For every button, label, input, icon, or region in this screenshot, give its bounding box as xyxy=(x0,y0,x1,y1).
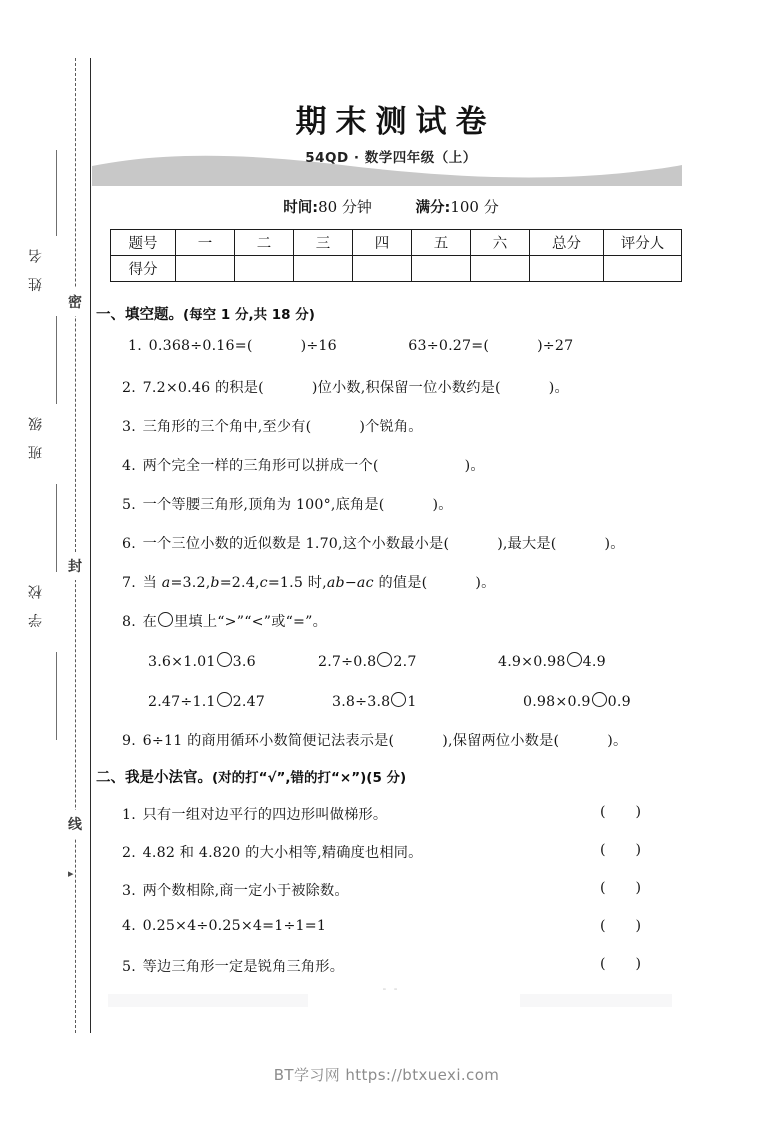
tf2-paren-close: ) xyxy=(635,842,642,858)
question-1-4 xyxy=(122,455,485,475)
col-header-3: 三 xyxy=(294,230,353,256)
cmp-1-3-left: 4.9×0.98 xyxy=(498,654,566,670)
cmp-1-1-left: 3.6×1.01 xyxy=(148,654,216,670)
question-1-6 xyxy=(122,533,625,553)
section-2-note: (对的打“√”,错的打“×”)(5 分) xyxy=(212,770,407,786)
seal-char-mi: 密 xyxy=(64,288,86,316)
col-header-grader: 评分人 xyxy=(604,230,682,256)
section-heading-fill-in-blanks xyxy=(96,303,315,324)
cmp-1-2-circle-icon[interactable] xyxy=(377,652,392,667)
score-cell-total[interactable] xyxy=(530,256,604,282)
q5-text-a: 一个等腰三角形,顶角为 100°,底角是( xyxy=(142,497,385,513)
section-heading-true-false xyxy=(96,766,406,787)
comparison-row-2-item-3 xyxy=(523,692,631,710)
q7-number: 7. xyxy=(122,575,136,591)
cmp-1-3-right: 4.9 xyxy=(582,654,606,670)
cmp-2-1-left: 2.47÷1.1 xyxy=(148,694,216,710)
question-1-7 xyxy=(122,572,495,592)
seal-arrow-icon: ▸ xyxy=(68,867,74,880)
info-label-school: 学 校 xyxy=(28,580,44,628)
comparison-row-2-item-1 xyxy=(148,692,265,710)
q5-text-b: )。 xyxy=(432,497,453,513)
tf2-number: 2. xyxy=(122,845,136,861)
q1-expr-a: 0.368÷0.16=( xyxy=(148,338,253,354)
q9-number: 9. xyxy=(122,733,136,749)
cmp-1-1-right: 3.6 xyxy=(232,654,256,670)
score-cell-5[interactable] xyxy=(412,256,471,282)
tf-answer-box-1[interactable] xyxy=(600,804,641,820)
q6-text-c: )。 xyxy=(604,536,625,552)
table-row-score xyxy=(111,256,682,282)
cmp-2-3-left: 0.98×0.9 xyxy=(523,694,591,710)
tf-answer-box-3[interactable] xyxy=(600,880,641,896)
row-label-question-no: 题号 xyxy=(111,230,176,256)
cmp-2-2-left: 3.8÷3.8 xyxy=(332,694,391,710)
tf-question-1 xyxy=(122,804,387,824)
score-cell-6[interactable] xyxy=(471,256,530,282)
page-frame-rule xyxy=(90,58,91,1033)
q3-text-b: )个锐角。 xyxy=(359,419,423,435)
q2-text-a: 7.2×0.46 的积是( xyxy=(142,380,264,396)
q6-text-a: 一个三位小数的近似数是 1.70,这个小数最小是( xyxy=(142,536,450,552)
tf3-paren-open: ( xyxy=(600,880,606,896)
tf2-paren-open: ( xyxy=(600,842,606,858)
q8-text-b: 里填上“>”“<”或“=”。 xyxy=(174,614,327,630)
tf5-paren-open: ( xyxy=(600,956,606,972)
section-2-title: 二、我是小法官。 xyxy=(96,770,212,786)
tf1-paren-open: ( xyxy=(600,804,606,820)
table-row-header xyxy=(111,230,682,256)
tf1-number: 1. xyxy=(122,807,136,823)
score-cell-2[interactable] xyxy=(235,256,294,282)
score-cell-3[interactable] xyxy=(294,256,353,282)
q4-text-a: 两个完全一样的三角形可以拼成一个( xyxy=(142,458,379,474)
page-title: 期末测试卷 xyxy=(295,104,496,140)
q7-eq-a: =3.2, xyxy=(170,575,211,591)
seal-dotted-line xyxy=(75,58,76,1033)
q1-expr-d: )÷27 xyxy=(537,338,574,354)
tf3-paren-close: ) xyxy=(635,880,642,896)
q5-number: 5. xyxy=(122,497,136,513)
q8-text-a: 在 xyxy=(142,614,158,630)
tf4-number: 4. xyxy=(122,918,136,934)
tf-question-2 xyxy=(122,842,423,862)
cmp-1-3-circle-icon[interactable] xyxy=(567,652,582,667)
tf1-text: 只有一组对边平行的四边形叫做梯形。 xyxy=(142,807,388,823)
col-header-4: 四 xyxy=(353,230,412,256)
score-table xyxy=(110,229,682,282)
q9-text-b: ),保留两位小数是( xyxy=(442,733,560,749)
q1-number: 1. xyxy=(128,338,142,354)
tf-question-5 xyxy=(122,956,344,976)
q6-number: 6. xyxy=(122,536,136,552)
q1-expr-c: 63÷0.27=( xyxy=(408,338,490,354)
tf4-paren-open: ( xyxy=(600,918,606,934)
comparison-row-2-item-2 xyxy=(332,692,417,710)
score-cell-grader[interactable] xyxy=(604,256,682,282)
col-header-6: 六 xyxy=(471,230,530,256)
page-number: - - xyxy=(382,982,400,995)
tf3-text: 两个数相除,商一定小于被除数。 xyxy=(142,883,349,899)
q7-eq-b: =2.4, xyxy=(219,575,260,591)
student-info-column xyxy=(20,150,66,890)
info-label-class: 班 级 xyxy=(28,412,44,460)
total-score-label: 满分: xyxy=(415,200,451,216)
q7-var-b: b xyxy=(210,575,220,591)
q7-text-pre: 当 xyxy=(142,575,162,591)
q7-expression: ab−ac xyxy=(326,575,374,591)
info-rule-2 xyxy=(56,316,57,404)
time-label: 时间: xyxy=(283,200,319,216)
info-rule-1 xyxy=(56,150,57,236)
seal-char-feng: 封 xyxy=(64,552,86,580)
seal-char-xian: 线 xyxy=(64,810,86,838)
tf-question-3 xyxy=(122,880,349,900)
question-1-1 xyxy=(128,338,573,354)
page-subtitle: 54QD · 数学四年级（上） xyxy=(305,150,477,166)
time-value: 80 分钟 xyxy=(318,198,372,216)
q3-number: 3. xyxy=(122,419,136,435)
scan-artifact-left xyxy=(108,994,308,1007)
q7-var-c: c xyxy=(259,575,268,591)
tf-answer-box-5[interactable] xyxy=(600,956,641,972)
cmp-2-3-circle-icon[interactable] xyxy=(592,692,607,707)
cmp-1-2-right: 2.7 xyxy=(393,654,417,670)
q7-text-end: )。 xyxy=(475,575,496,591)
comparison-row-1-item-3 xyxy=(498,652,606,670)
cmp-2-2-right: 1 xyxy=(407,694,417,710)
tf1-paren-close: ) xyxy=(635,804,642,820)
tf-answer-box-2[interactable] xyxy=(600,842,641,858)
col-header-5: 五 xyxy=(412,230,471,256)
scan-artifact-right xyxy=(520,994,672,1007)
score-cell-4[interactable] xyxy=(353,256,412,282)
exam-meta xyxy=(110,196,672,217)
tf3-number: 3. xyxy=(122,883,136,899)
q7-text-post: 的值是( xyxy=(373,575,428,591)
tf4-text: 0.25×4÷0.25×4=1÷1=1 xyxy=(142,918,327,934)
question-1-3 xyxy=(122,416,423,436)
q2-number: 2. xyxy=(122,380,136,396)
question-1-8 xyxy=(122,611,327,631)
q7-var-a: a xyxy=(161,575,171,591)
info-label-name: 姓 名 xyxy=(28,244,44,292)
q2-text-b: )位小数,积保留一位小数约是( xyxy=(311,380,501,396)
q8-circle-icon[interactable] xyxy=(158,612,173,627)
col-header-total: 总分 xyxy=(530,230,604,256)
q9-text-a: 6÷11 的商用循环小数简便记法表示是( xyxy=(142,733,395,749)
cmp-1-2-left: 2.7÷0.8 xyxy=(318,654,377,670)
q6-text-b: ),最大是( xyxy=(497,536,557,552)
q8-number: 8. xyxy=(122,614,136,630)
section-1-note: (每空 1 分,共 18 分) xyxy=(183,307,315,323)
q7-eq-c: =1.5 时, xyxy=(267,575,327,591)
question-1-5 xyxy=(122,494,453,514)
tf-question-4 xyxy=(122,918,326,934)
score-cell-1[interactable] xyxy=(176,256,235,282)
tf5-text: 等边三角形一定是锐角三角形。 xyxy=(142,959,345,975)
q2-text-c: )。 xyxy=(548,380,569,396)
tf5-number: 5. xyxy=(122,959,136,975)
question-1-9 xyxy=(122,730,627,750)
q4-number: 4. xyxy=(122,458,136,474)
comparison-row-1-item-2 xyxy=(318,652,417,670)
info-rule-3 xyxy=(56,484,57,572)
tf-answer-box-4[interactable] xyxy=(600,918,641,934)
q4-text-b: )。 xyxy=(464,458,485,474)
cmp-2-2-circle-icon[interactable] xyxy=(391,692,406,707)
tf5-paren-close: ) xyxy=(635,956,642,972)
cmp-2-3-right: 0.9 xyxy=(607,694,631,710)
comparison-row-1-item-1 xyxy=(148,652,256,670)
q3-text-a: 三角形的三个角中,至少有( xyxy=(142,419,312,435)
section-1-title: 一、填空题。 xyxy=(96,307,183,323)
cmp-2-1-circle-icon[interactable] xyxy=(217,692,232,707)
question-1-2 xyxy=(122,377,569,397)
q1-expr-b: )÷16 xyxy=(300,338,337,354)
info-rule-4 xyxy=(56,652,57,740)
col-header-1: 一 xyxy=(176,230,235,256)
tf4-paren-close: ) xyxy=(635,918,642,934)
site-watermark: BT学习网 https://btxuexi.com xyxy=(273,1066,500,1084)
cmp-2-1-right: 2.47 xyxy=(232,694,266,710)
tf2-text: 4.82 和 4.820 的大小相等,精确度也相同。 xyxy=(142,845,423,861)
total-score-value: 100 分 xyxy=(450,198,499,216)
q9-text-c: )。 xyxy=(607,733,628,749)
cmp-1-1-circle-icon[interactable] xyxy=(217,652,232,667)
col-header-2: 二 xyxy=(235,230,294,256)
row-label-score: 得分 xyxy=(111,256,176,282)
